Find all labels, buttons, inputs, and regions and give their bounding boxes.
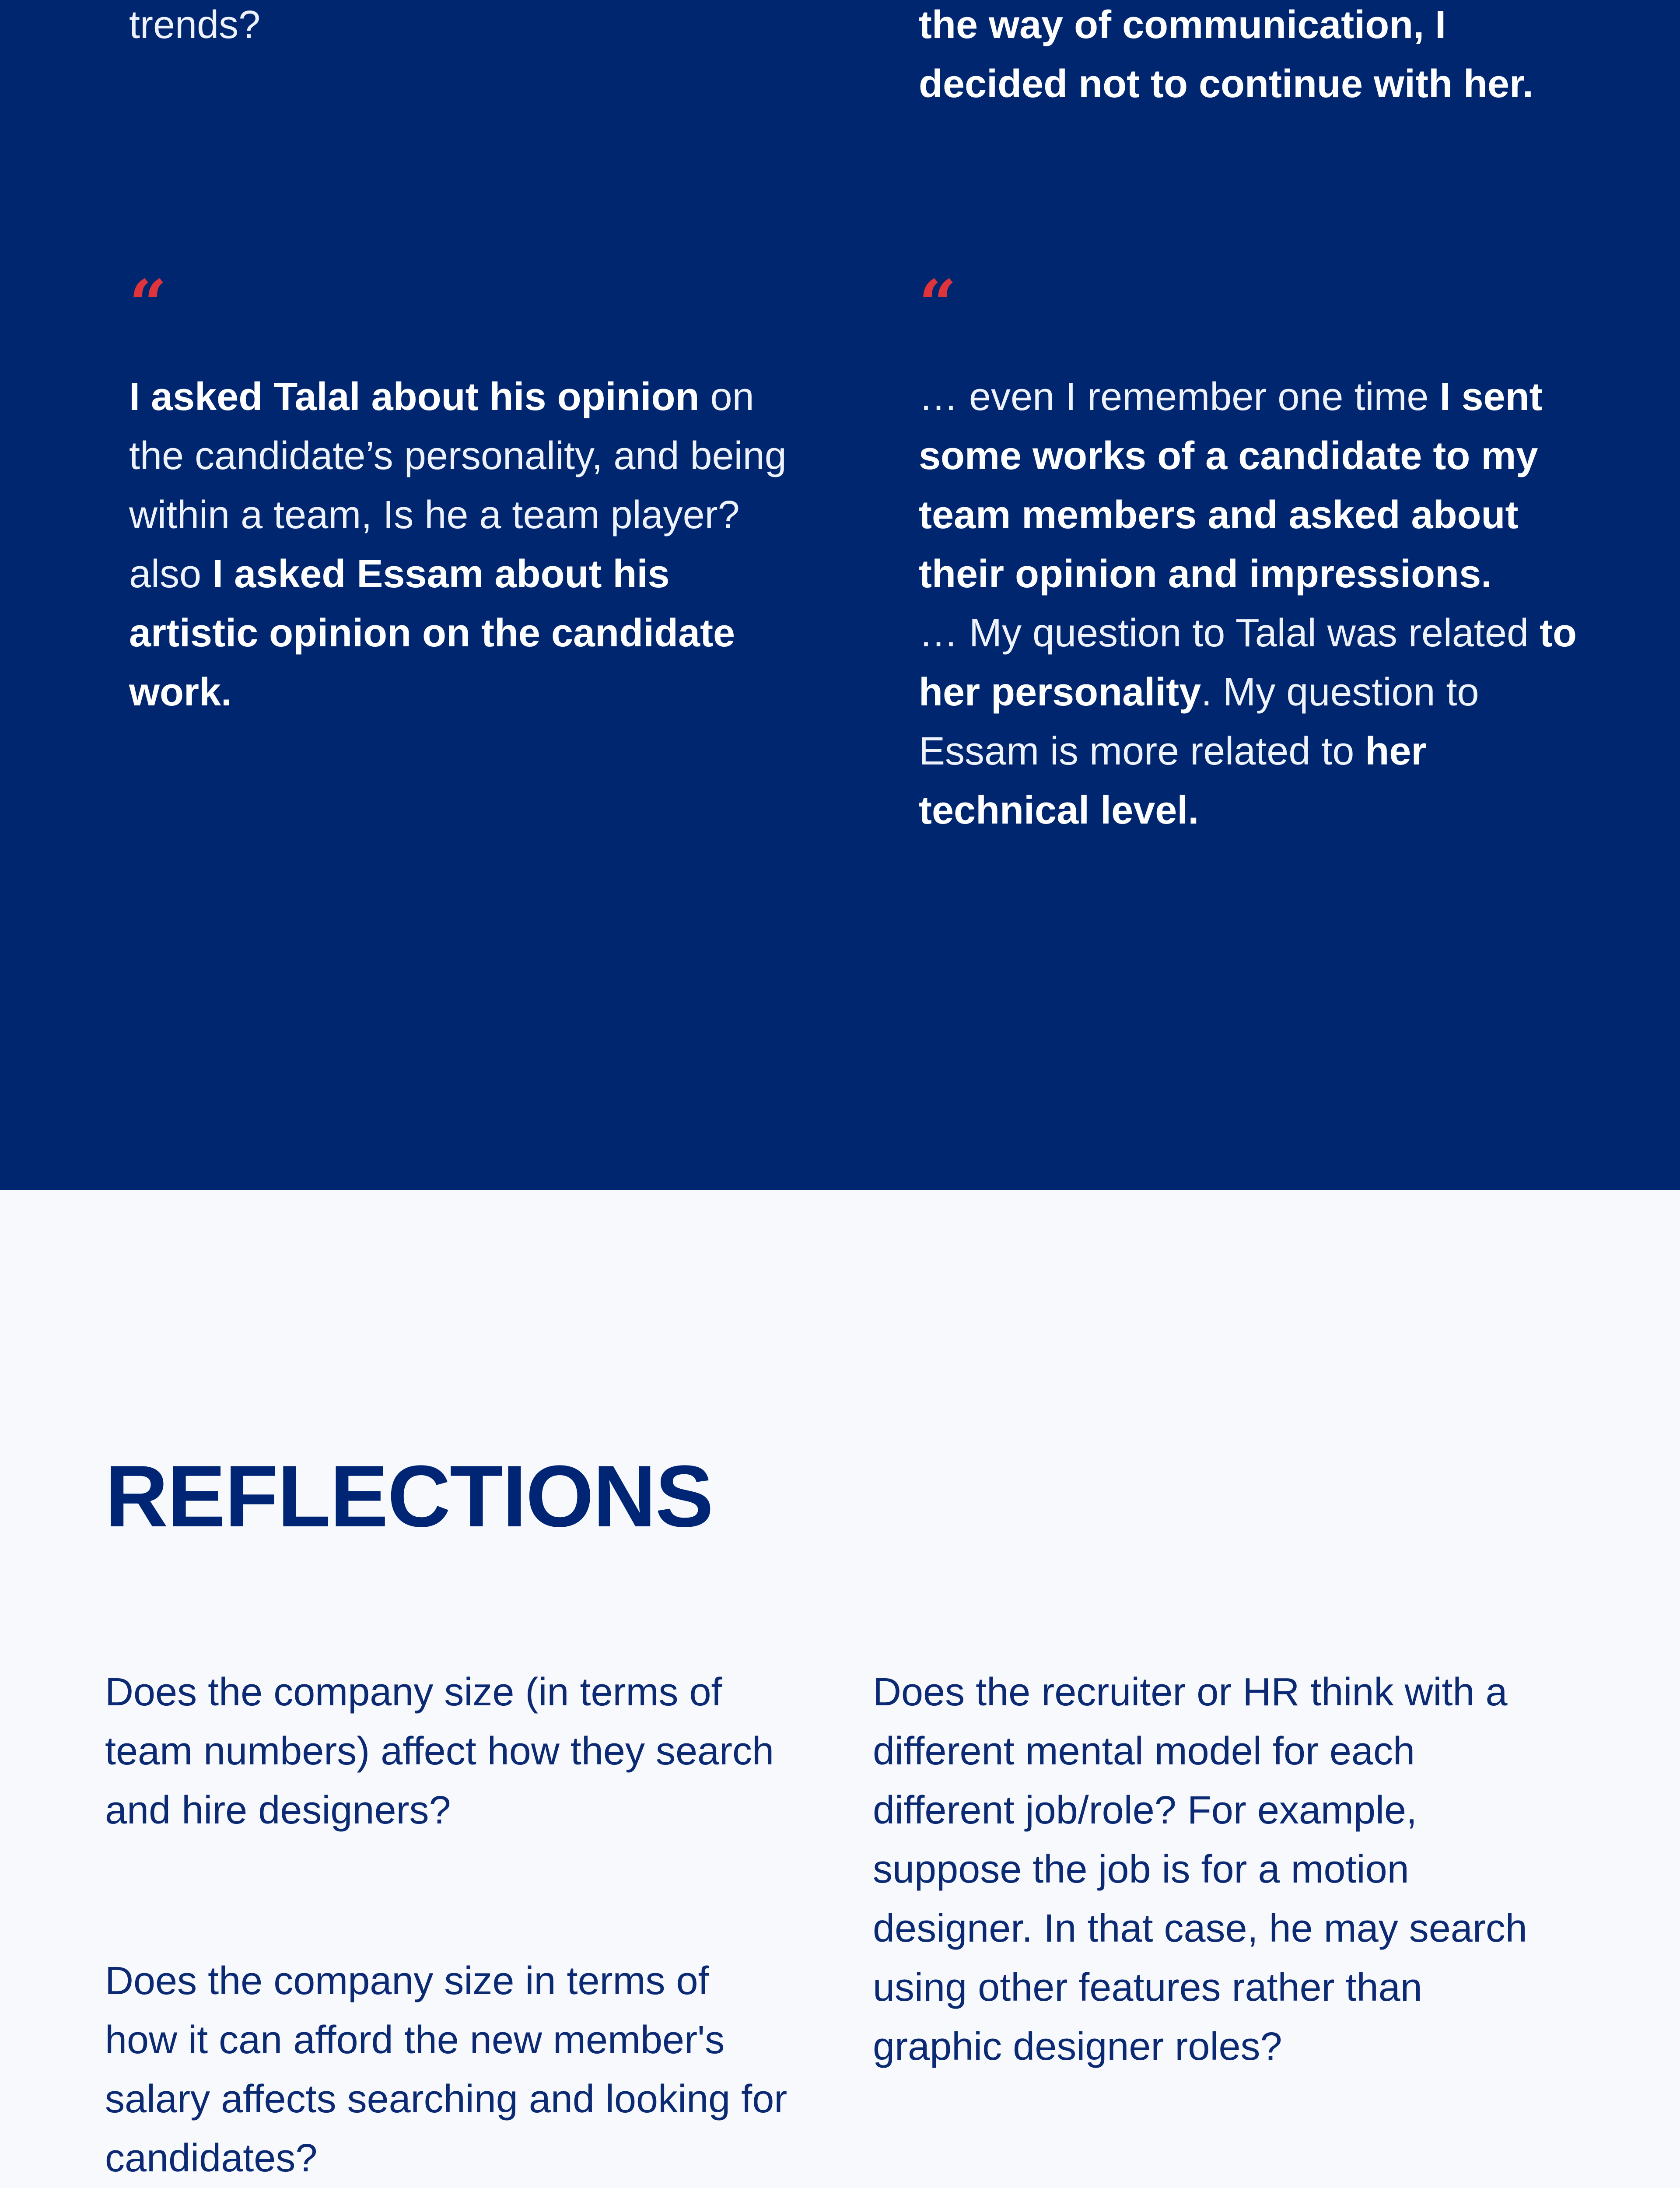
quote-right-emphasis-2: to her personality [919,611,1577,714]
quote-block-left [129,368,803,722]
quote-mark-icon: “ [919,271,957,319]
reflection-question: Does the recruiter or HR think with a different mental model for each different job/role? For example, suppose the job is for a motion designer. In that case, he may search using other features rather than graphic designer roles? [873,1670,1527,2069]
quote-fragment-left: trends? [129,3,261,47]
quote-left-text: on the candidate’s personality, and being within a team, Is he a team player? also [129,375,787,596]
quote-fragment-right-line1: the way of communication, I [919,3,1446,47]
section-title: REFLECTIONS [105,1448,713,1545]
quote-left-emphasis-1: I asked Talal about his opinion [129,375,700,419]
quote-right-text-1: … even I remember one time [919,375,1440,419]
quote-right-text-2: … My question to Talal was related [919,611,1540,655]
quote-block-right-1 [919,368,1584,604]
quote-right-text-3: . My question to Essam is more related to [919,670,1479,773]
quote-fragment-right-line2: decided not to continue with her. [919,62,1534,106]
quote-right-emphasis-1: I sent some works of a candidate to my team members and asked about their opinion and impressions. [919,375,1543,596]
reflection-question: Does the company size (in terms of team numbers) affect how they search and hire designers? [105,1670,774,1832]
quote-fragment-right [919,0,1641,114]
quote-left-emphasis-2: I asked Essam about his artistic opinion on the candidate work. [129,552,735,714]
quote-block-right-2 [919,604,1601,840]
quote-right-emphasis-3: her technical level. [919,729,1427,832]
quote-mark-icon: “ [129,271,167,319]
reflection-question: Does the company size in terms of how it can afford the new member's salary affects searching and looking for candidates? [105,1959,788,2180]
